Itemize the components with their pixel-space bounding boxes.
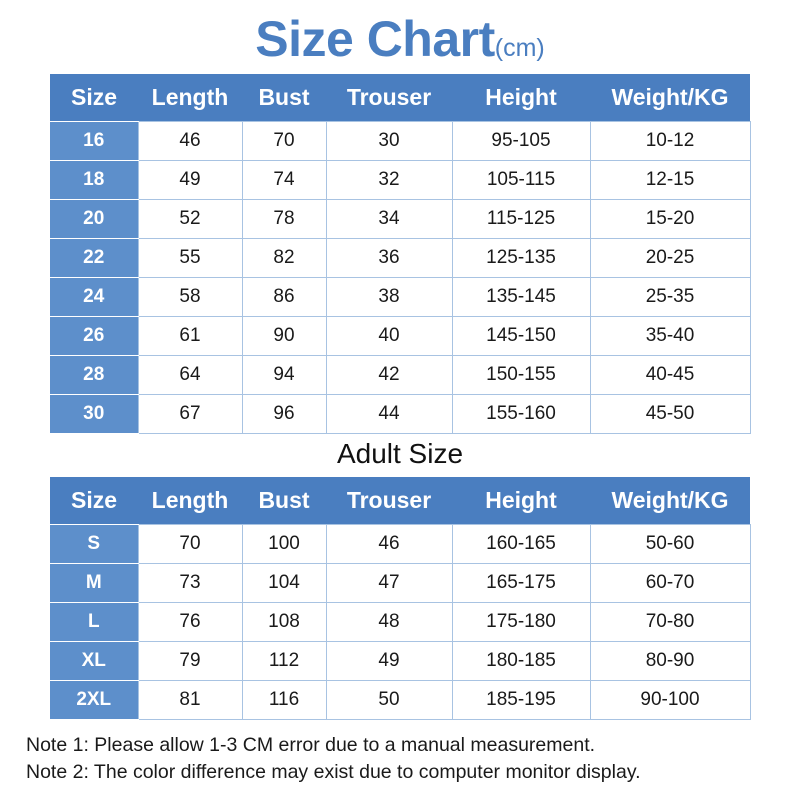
cell-bust: 108 [242,602,326,641]
cell-height: 185-195 [452,680,590,719]
row-size-label: 16 [50,122,138,161]
cell-length: 64 [138,356,242,395]
cell-bust: 70 [242,122,326,161]
cell-weight: 40-45 [590,356,750,395]
cell-height: 125-135 [452,239,590,278]
cell-bust: 116 [242,680,326,719]
cell-weight: 25-35 [590,278,750,317]
table-row [50,524,750,563]
cell-trouser: 42 [326,356,452,395]
column-header-size: Size [50,74,138,122]
table-row [50,122,750,161]
cell-bust: 74 [242,161,326,200]
cell-trouser: 48 [326,602,452,641]
cell-bust: 86 [242,278,326,317]
table-header-row [50,74,750,122]
cell-trouser: 34 [326,200,452,239]
column-header-bust: Bust [242,74,326,122]
cell-length: 46 [138,122,242,161]
cell-weight: 80-90 [590,641,750,680]
column-header-bust: Bust [242,477,326,525]
cell-trouser: 47 [326,563,452,602]
cell-length: 67 [138,395,242,434]
kids-size-table-block [50,74,750,434]
column-header-weight: Weight/KG [590,74,750,122]
cell-trouser: 32 [326,161,452,200]
table-row [50,356,750,395]
page-title [0,0,800,67]
table-row [50,602,750,641]
cell-height: 95-105 [452,122,590,161]
cell-weight: 60-70 [590,563,750,602]
cell-bust: 82 [242,239,326,278]
cell-height: 150-155 [452,356,590,395]
table-row [50,161,750,200]
cell-length: 70 [138,524,242,563]
row-size-label: L [50,602,138,641]
cell-weight: 15-20 [590,200,750,239]
cell-length: 61 [138,317,242,356]
row-size-label: 2XL [50,680,138,719]
column-header-height: Height [452,477,590,525]
row-size-label: 20 [50,200,138,239]
cell-bust: 78 [242,200,326,239]
table-row [50,278,750,317]
cell-length: 79 [138,641,242,680]
adult-size-table-block [50,477,750,720]
cell-trouser: 49 [326,641,452,680]
row-size-label: XL [50,641,138,680]
cell-trouser: 40 [326,317,452,356]
cell-bust: 94 [242,356,326,395]
row-size-label: 24 [50,278,138,317]
row-size-label: 18 [50,161,138,200]
cell-height: 160-165 [452,524,590,563]
column-header-size: Size [50,477,138,525]
cell-length: 55 [138,239,242,278]
cell-weight: 35-40 [590,317,750,356]
table-row [50,200,750,239]
cell-weight: 50-60 [590,524,750,563]
cell-trouser: 46 [326,524,452,563]
cell-length: 52 [138,200,242,239]
cell-height: 165-175 [452,563,590,602]
table-row [50,641,750,680]
row-size-label: M [50,563,138,602]
cell-trouser: 30 [326,122,452,161]
cell-length: 81 [138,680,242,719]
cell-length: 58 [138,278,242,317]
cell-weight: 90-100 [590,680,750,719]
cell-trouser: 44 [326,395,452,434]
notes-block [0,732,800,787]
cell-bust: 104 [242,563,326,602]
table-header-row [50,477,750,525]
table-row [50,239,750,278]
column-header-length: Length [138,477,242,525]
cell-bust: 96 [242,395,326,434]
table-row [50,680,750,719]
column-header-trouser: Trouser [326,477,452,525]
table-row [50,563,750,602]
row-size-label: S [50,524,138,563]
cell-trouser: 36 [326,239,452,278]
column-header-length: Length [138,74,242,122]
row-size-label: 22 [50,239,138,278]
row-size-label: 30 [50,395,138,434]
cell-height: 175-180 [452,602,590,641]
cell-weight: 20-25 [590,239,750,278]
cell-height: 115-125 [452,200,590,239]
row-size-label: 28 [50,356,138,395]
cell-length: 76 [138,602,242,641]
cell-weight: 70-80 [590,602,750,641]
cell-bust: 112 [242,641,326,680]
cell-height: 135-145 [452,278,590,317]
cell-trouser: 50 [326,680,452,719]
table-row [50,317,750,356]
cell-height: 180-185 [452,641,590,680]
adult-size-caption: Adult Size [336,438,464,469]
page-title-unit: (cm) [494,34,545,62]
column-header-weight: Weight/KG [590,477,750,525]
column-header-trouser: Trouser [326,74,452,122]
cell-weight: 45-50 [590,395,750,434]
note-line-1: Note 1: Please allow 1-3 CM error due to a manual measurement. [26,733,596,756]
cell-trouser: 38 [326,278,452,317]
cell-bust: 100 [242,524,326,563]
kids-size-table [50,74,751,434]
row-size-label: 26 [50,317,138,356]
note-line-2: Note 2: The color difference may exist due to computer monitor display. [26,761,641,784]
column-header-height: Height [452,74,590,122]
cell-height: 145-150 [452,317,590,356]
cell-height: 155-160 [452,395,590,434]
cell-length: 49 [138,161,242,200]
cell-bust: 90 [242,317,326,356]
cell-length: 73 [138,563,242,602]
cell-weight: 12-15 [590,161,750,200]
cell-weight: 10-12 [590,122,750,161]
adult-size-table [50,477,751,720]
cell-height: 105-115 [452,161,590,200]
table-row [50,395,750,434]
page-title-main: Size Chart [255,11,495,67]
